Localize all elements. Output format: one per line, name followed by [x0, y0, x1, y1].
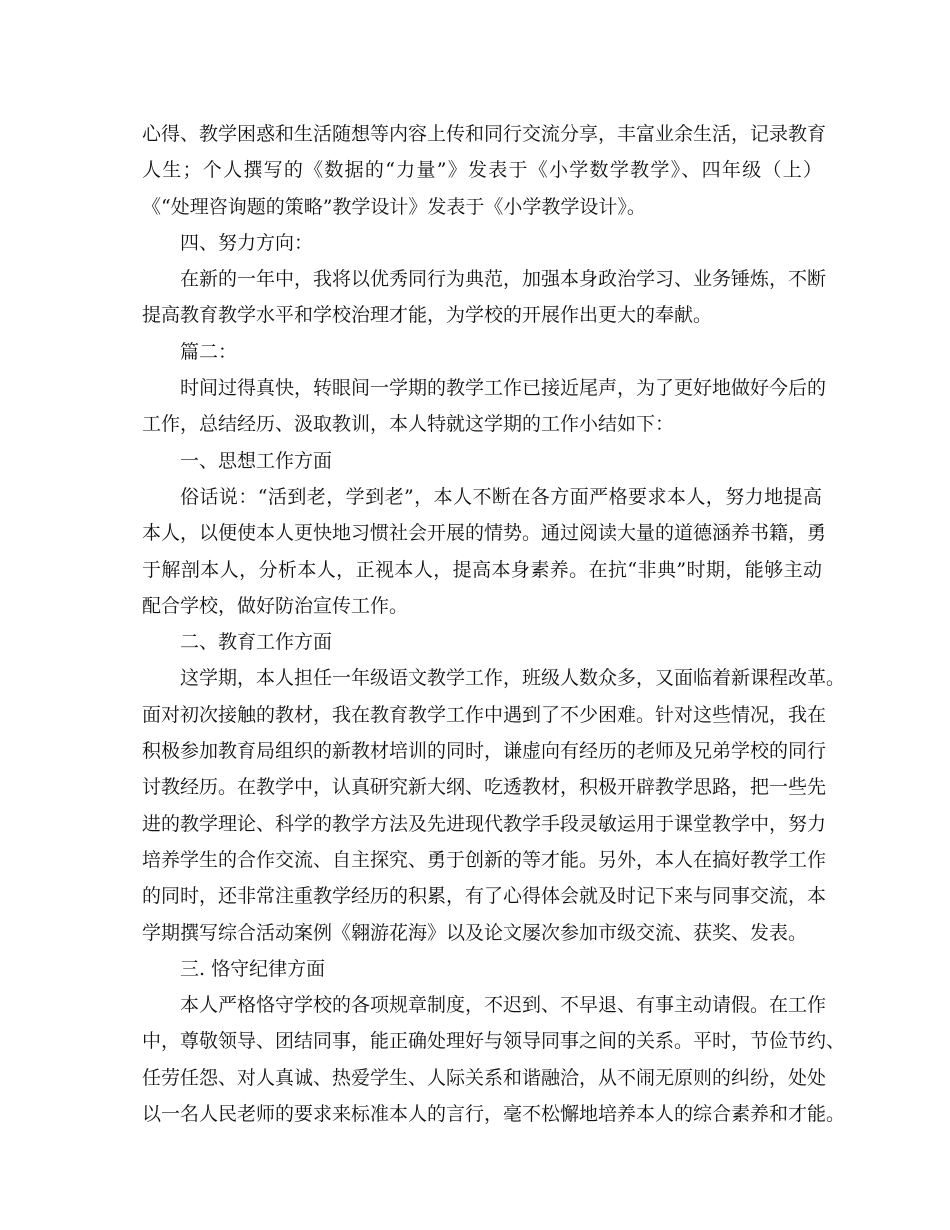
- text-line: 本人，以便使本人更快地习惯社会开展的情势。通过阅读大量的道德涵养书籍，勇: [142, 522, 827, 545]
- document-page: [142, 116, 846, 1132]
- text-line: 提高教育教学水平和学校治理才能，为学校的开展作出更大的奉献。: [142, 304, 713, 327]
- text-line: 培养学生的合作交流、自主探究、勇于创新的等才能。另外，本人在搞好教学工作: [142, 848, 827, 871]
- text-line: 的同时，还非常注重教学经历的积累，有了心得体会就及时记下来与同事交流，本: [142, 885, 827, 908]
- text-line: 俗话说：“活到老，学到老”，本人不断在各方面严格要求本人，努力地提高: [180, 485, 822, 508]
- text-line: 二、教育工作方面: [180, 631, 333, 654]
- text-line: 心得、教学困惑和生活随想等内容上传和同行交流分享，丰富业余生活，记录教育: [142, 123, 827, 145]
- text-line: 在新的一年中，我将以优秀同行为典范，加强本身政治学习、业务锤炼，不断: [180, 268, 827, 291]
- text-line: 配合学校，做好防治宣传工作。: [142, 594, 409, 617]
- text-line: 学期撰写综合活动案例《翱游花海》以及论文屡次参加市级交流、获奖、发表。: [142, 921, 808, 944]
- text-line: 《“处理咨询题的策略”教学设计》发表于《小学教学设计》。: [142, 195, 646, 218]
- text-line: 四、努力方向：: [180, 231, 314, 254]
- text-line: 时间过得真快，转眼间一学期的教学工作已接近尾声，为了更好地做好今后的: [180, 377, 827, 400]
- document-body: [142, 116, 846, 1132]
- text-line: 进的教学理论、科学的教学方法及先进现代教学手段灵敏运用于课堂教学中，努力: [142, 812, 827, 835]
- text-line: 三. 恪守纪律方面: [180, 957, 326, 980]
- text-line: 工作，总结经历、汲取教训，本人特就这学期的工作小结如下：: [142, 413, 675, 436]
- text-line: 本人严格恪守学校的各项规章制度，不迟到、不早退、有事主动请假。在工作: [180, 994, 827, 1017]
- text-line: 篇二：: [180, 340, 238, 363]
- text-line: 这学期，本人担任一年级语文教学工作，班级人数众多，又面临着新课程改革。: [180, 667, 846, 690]
- text-line: 于解剖本人，分析本人，正视本人，提高本身素养。在抗“非典”时期，能够主动: [142, 558, 822, 581]
- text-line: 积极参加教育局组织的新教材培训的同时，谦虚向有经历的老师及兄弟学校的同行: [142, 740, 827, 763]
- text-line: 一、思想工作方面: [180, 449, 333, 472]
- text-line: 人生；个人撰写的《数据的“力量”》发表于《小学数学教学》、四年级（上）: [142, 159, 822, 182]
- text-line: 任劳任怨、对人真诚、热爱学生、人际关系和谐融洽，从不闹无原则的纠纷，处处: [142, 1066, 827, 1089]
- text-line: 以一名人民老师的要求来标准本人的言行，毫不松懈地培养本人的综合素养和才能。: [142, 1103, 846, 1126]
- text-line: 讨教经历。在教学中，认真研究新大纲、吃透教材，积极开辟教学思路，把一些先: [142, 776, 827, 799]
- text-line: 中，尊敬领导、团结同事，能正确处理好与领导同事之间的关系。平时，节俭节约、: [142, 1030, 846, 1053]
- text-line: 面对初次接触的教材，我在教育教学工作中遇到了不少困难。针对这些情况，我在: [142, 703, 827, 726]
